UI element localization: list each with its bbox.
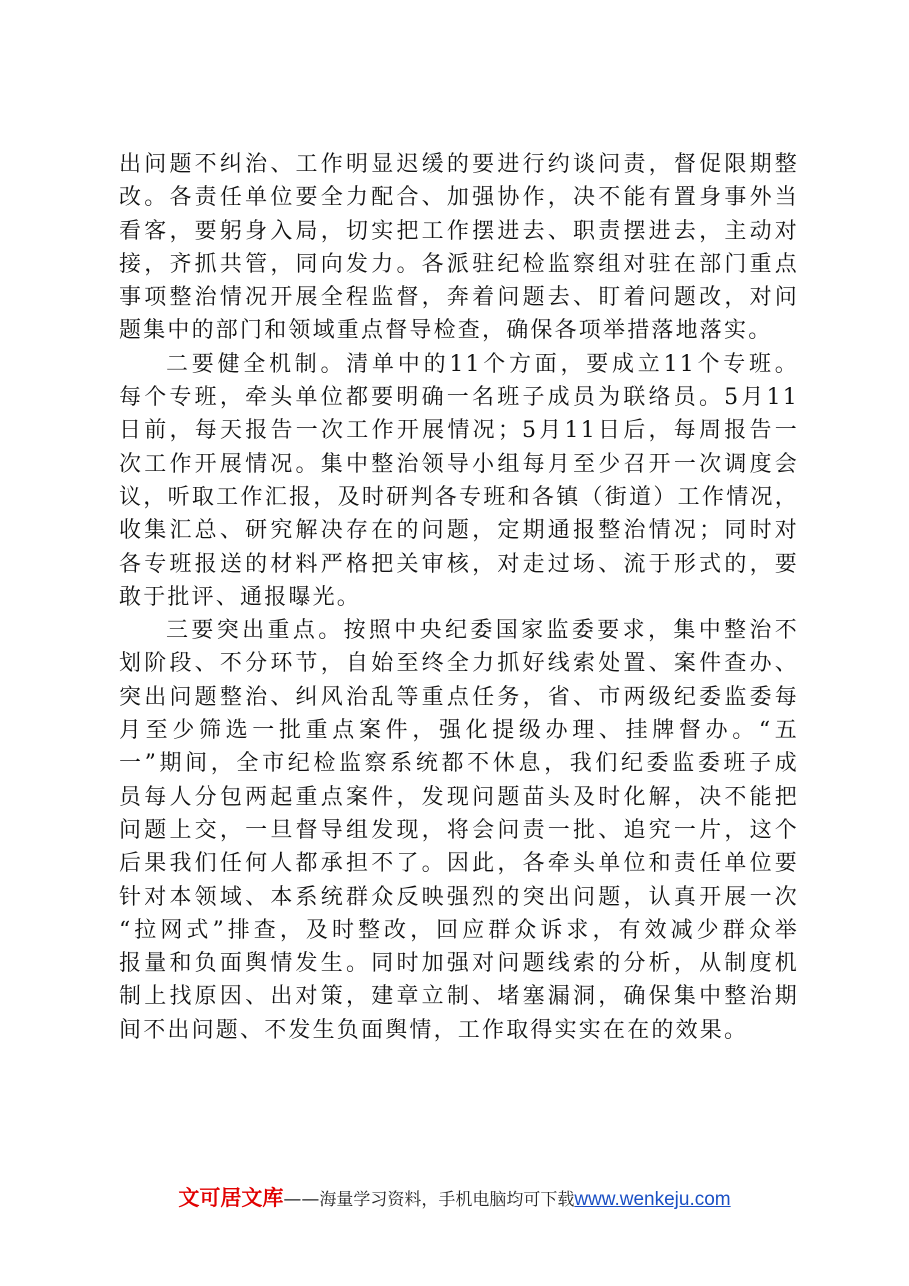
text-line: 间不出问题、不发生负面舆情，工作取得实实在在的效果。	[119, 1017, 749, 1043]
text-line: 收集汇总、研究解决存在的问题，定期通报整治情况；同时对	[119, 518, 799, 544]
text-line: 划阶段、不分环节，自始至终全力抓好线索处置、案件查办、	[119, 651, 799, 677]
text-line: 敢于批评、通报曝光。	[119, 584, 362, 610]
document-body	[119, 148, 799, 1047]
paragraph	[119, 348, 799, 614]
paragraph	[119, 614, 799, 1047]
text-line: 看客，要躬身入局，切实把工作摆进去、职责摆进去，主动对	[119, 218, 799, 244]
text-line: 接，齐抓共管，同向发力。各派驻纪检监察组对驻在部门重点	[119, 251, 799, 277]
text-line: 日前，每天报告一次工作开展情况；5月11日后，每周报告一	[119, 418, 799, 444]
text-line: 议，听取工作汇报，及时研判各专班和各镇（街道）工作情况，	[119, 484, 799, 510]
footer-banner	[0, 1182, 909, 1212]
brand-name: 文可居文库	[178, 1186, 284, 1210]
text-line: 制上找原因、出对策，建章立制、堵塞漏洞，确保集中整治期	[119, 984, 799, 1010]
text-line: 次工作开展情况。集中整治领导小组每月至少召开一次调度会	[119, 451, 799, 477]
text-line: 每个专班，牵头单位都要明确一名班子成员为联络员。5月11	[119, 385, 799, 411]
text-line: 事项整治情况开展全程监督，奔着问题去、盯着问题改，对问	[119, 285, 799, 311]
website-link[interactable]: www.wenkeju.com	[574, 1189, 731, 1210]
text-line: 突出问题整治、纠风治乱等重点任务，省、市两级纪委监委每	[119, 684, 799, 710]
text-line: 后果我们任何人都承担不了。因此，各牵头单位和责任单位要	[119, 851, 799, 877]
text-line: 各专班报送的材料严格把关审核，对走过场、流于形式的，要	[119, 551, 799, 577]
text-line: 问题上交，一旦督导组发现，将会问责一批、追究一片，这个	[119, 817, 799, 843]
text-line: 针对本领域、本系统群众反映强烈的突出问题，认真开展一次	[119, 884, 799, 910]
text-line: 题集中的部门和领域重点督导检查，确保各项举措落地落实。	[119, 318, 773, 344]
footer-dash: ——	[283, 1189, 320, 1210]
text-line: 报量和负面舆情发生。同时加强对问题线索的分析，从制度机	[119, 951, 799, 977]
text-line: “拉网式”排查，及时整改，回应群众诉求，有效减少群众举	[119, 917, 799, 943]
text-line: 三要突出重点。按照中央纪委国家监委要求，集中整治不	[166, 618, 799, 644]
paragraph	[119, 148, 799, 348]
text-line: 出问题不纠治、工作明显迟缓的要进行约谈问责，督促限期整	[119, 152, 799, 177]
text-line: 月至少筛选一批重点案件，强化提级办理、挂牌督办。“五	[119, 718, 799, 744]
text-line: 一”期间，全市纪检监察系统都不休息，我们纪委监委班子成	[119, 751, 799, 777]
footer-slogan: 海量学习资料，手机电脑均可下载	[319, 1190, 575, 1210]
text-line: 员每人分包两起重点案件，发现问题苗头及时化解，决不能把	[119, 784, 799, 810]
text-line: 二要健全机制。清单中的11个方面，要成立11个专班。	[166, 351, 799, 377]
text-line: 改。各责任单位要全力配合、加强协作，决不能有置身事外当	[119, 185, 799, 211]
